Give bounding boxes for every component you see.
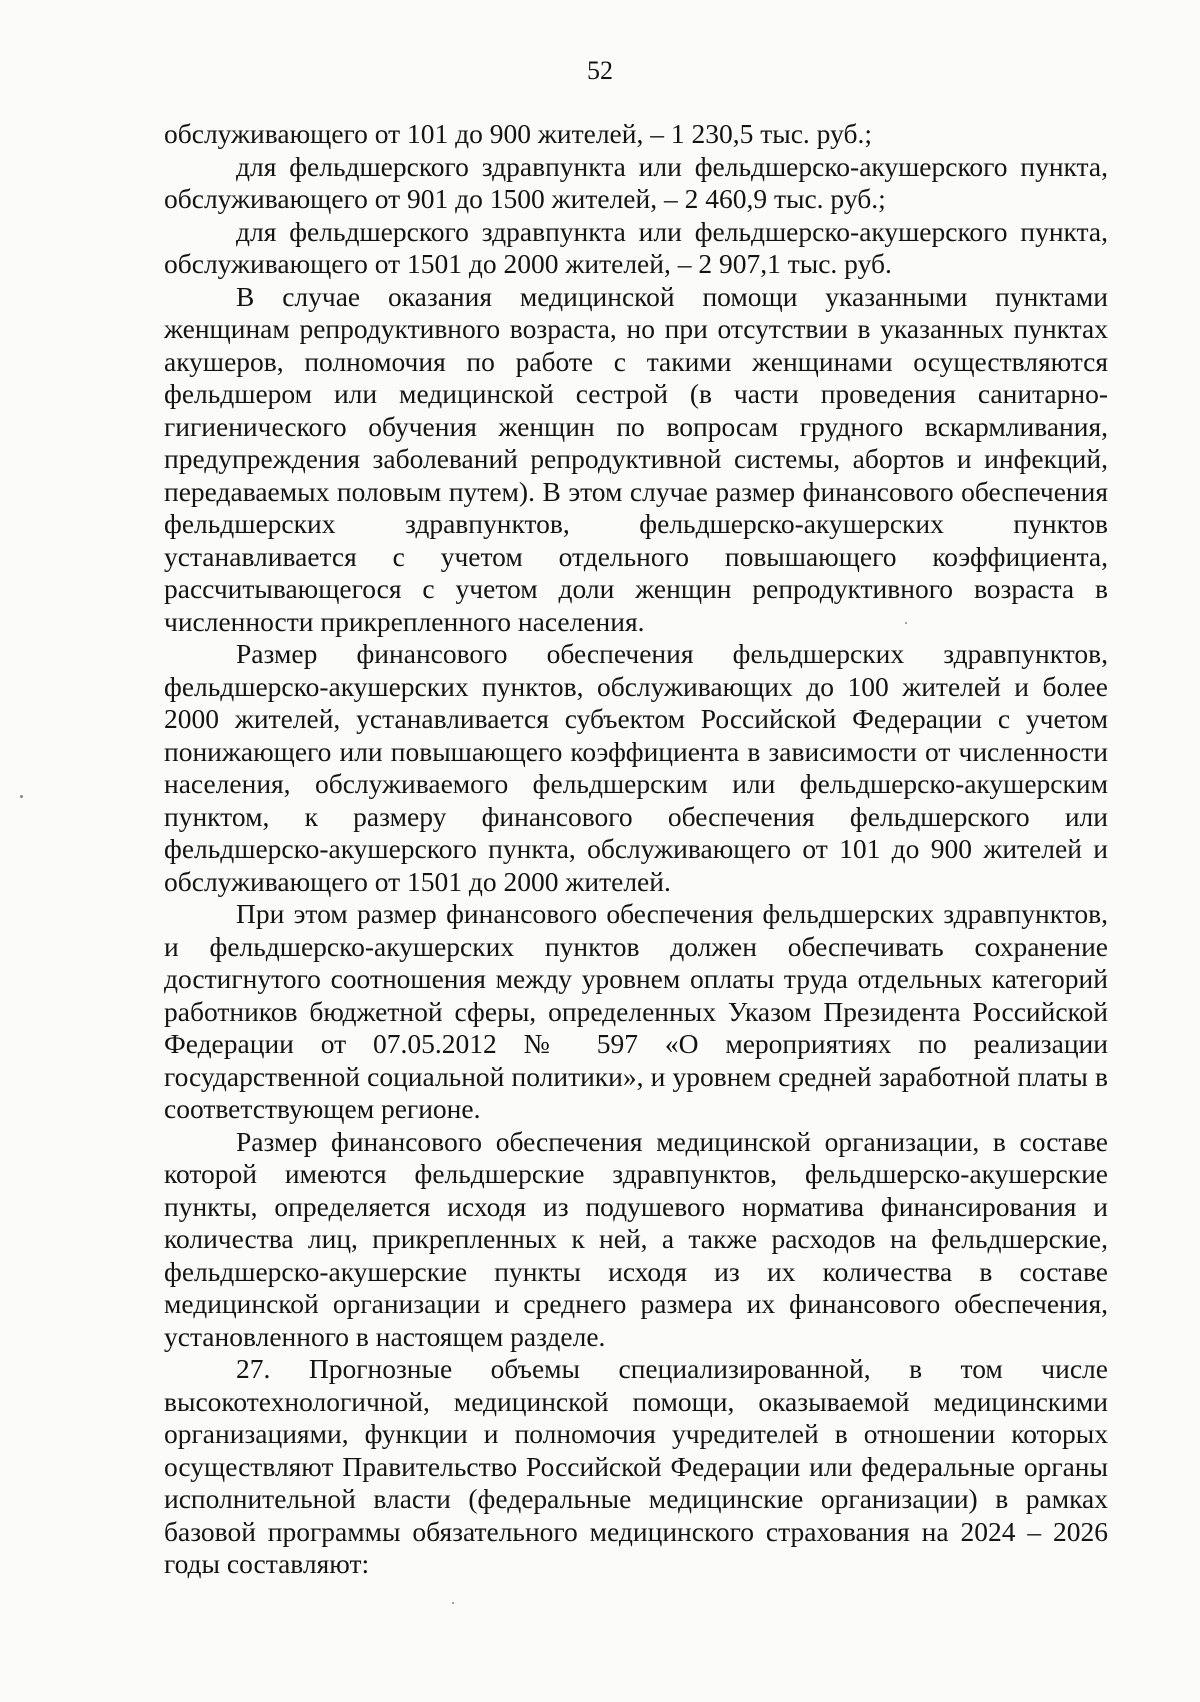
paragraph-item-901-1500: для фельдшерского здравпункта или фельдшерско-акушерского пункта, обслуживающего от 901 до 1500 жителей, – 2 460,9 тыс. руб.;: [164, 150, 1108, 214]
document-body: [164, 118, 1108, 1581]
scan-speck: [452, 1602, 454, 1604]
paragraph-item-1501-2000: для фельдшерского здравпункта или фельдшерско-акушерского пункта, обслуживающего от 1501 до 2000 жителей, – 2 907,1 тыс. руб.: [164, 215, 1108, 279]
paragraph-medical-organization: Размер финансового обеспечения медицинской организации, в составе которой имеются фельдшерские здравпунктов, фельдшерско-акушерские пункты, определяется исходя из подушевого норматива финансирования и количества лиц, прикрепленных к ней, а также расходов на фельдшерские, фельдшерско-акушерские пункты исходя из их количества в составе медицинской организации и среднего размера их финансового обеспечения, установленного в настоящем разделе.: [164, 1125, 1108, 1352]
paragraph-financing-size: Размер финансового обеспечения фельдшерских здравпунктов, фельдшерско-акушерских пунктов, обслуживающих до 100 жителей и более 2000 жителей, устанавливается субъектом Российской Федерации с учетом понижающего или повышающего коэффициента в зависимости от численности населения, обслуживаемого фельдшерским или фельдшерско-акушерским пунктом, к размеру финансового обеспечения фельдшерского или фельдшерско-акушерского пункта, обслуживающего от 101 до 900 жителей и обслуживающего от 1501 до 2000 жителей.: [164, 638, 1108, 897]
paragraph-reproductive-age: В случае оказания медицинской помощи указанными пунктами женщинам репродуктивного возраста, но при отсутствии в указанных пунктах акушеров, полномочия по работе с такими женщинами осуществляются фельдшером или медицинской сестрой (в части проведения санитарно-гигиенического обучения женщин по вопросам грудного вскармливания, предупреждения заболеваний репродуктивной системы, абортов и инфекций, передаваемых половым путем). В этом случае размер финансового обеспечения фельдшерских здравпунктов, фельдшерско-акушерских пунктов устанавливается с учетом отдельного повышающего коэффициента, рассчитывающегося с учетом доли женщин репродуктивного возраста в численности прикрепленного населения.: [164, 280, 1108, 637]
paragraph-item-27: 27. Прогнозные объемы специализированной, в том числе высокотехнологичной, медицинской помощи, оказываемой медицинскими организациями, функции и полномочия учредителей в отношении которых осуществляют Правительство Российской Федерации или федеральные органы исполнительной власти (федеральные медицинские организации) в рамках базовой программы обязательного медицинского страхования на 2024 – 2026 годы составляют:: [164, 1353, 1108, 1579]
page-number: 52: [587, 56, 613, 85]
scan-speck: [905, 622, 907, 624]
scan-speck: [20, 795, 23, 798]
paragraph-salary-ratio: При этом размер финансового обеспечения фельдшерских здравпунктов, и фельдшерско-акушерских пунктов должен обеспечивать сохранение достигнутого соотношения между уровнем оплаты труда отдельных категорий работников бюджетной сферы, определенных Указом Президента Российской Федерации от 07.05.2012 № 597 «О мероприятиях по реализации государственной социальной политики», и уровнем средней заработной платы в соответствующем регионе.: [164, 898, 1108, 1124]
paragraph-continuation: обслуживающего от 101 до 900 жителей, – 1 230,5 тыс. руб.;: [164, 118, 872, 149]
